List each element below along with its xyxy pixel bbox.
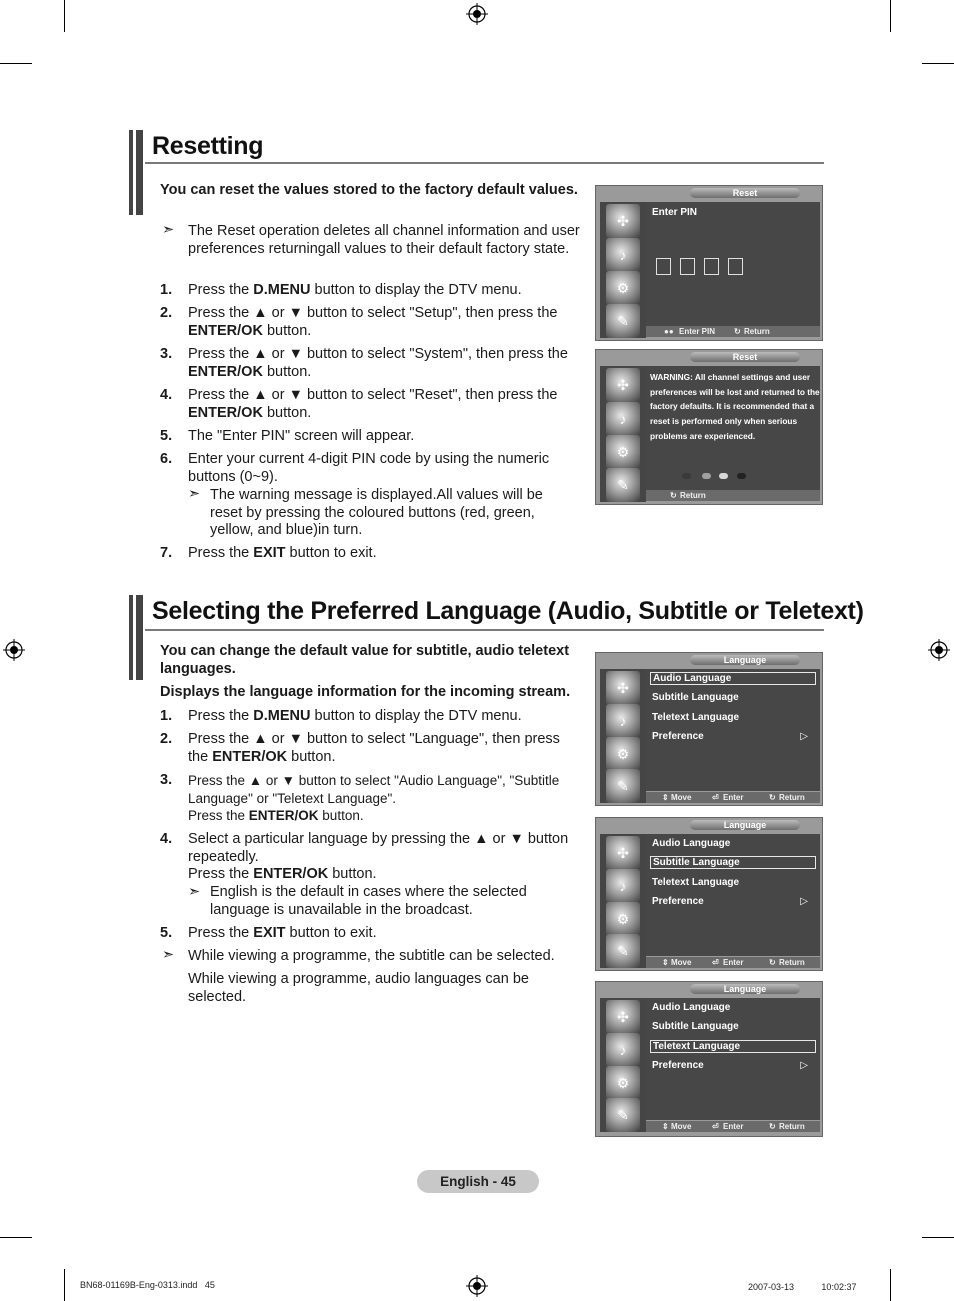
language-step-4-note: English is the default in cases where the selected language is unavailable in the broadcast. (210, 884, 527, 918)
return-icon: ↻ (769, 958, 776, 967)
footer-return: Return (744, 327, 770, 336)
channel-menu-icon: ⚙ (606, 271, 640, 305)
pin-digit-box[interactable] (728, 258, 743, 275)
menu-item-subtitle-language[interactable]: Subtitle Language (652, 1021, 739, 1032)
menu-content (646, 834, 820, 956)
step-number: 7. (160, 545, 173, 561)
channel-menu-icon: ⚙ (606, 435, 640, 469)
blue-button-indicator (737, 473, 746, 479)
arrow-right-icon: ▷ (800, 731, 808, 742)
reset-step-4: Press the ▲ or ▼ button to select "Reset", then press the ENTER/OK button. (188, 387, 558, 421)
section-title-resetting: Resetting (152, 132, 264, 160)
menu-sidebar (600, 366, 646, 502)
note-arrow-icon: ➣ (162, 947, 175, 963)
menu-item-audio-language[interactable]: Audio Language (652, 838, 731, 849)
picture-menu-icon: ✣ (606, 1000, 640, 1034)
screen-title: Language (690, 820, 800, 830)
channel-menu-icon: ⚙ (606, 1066, 640, 1100)
section-title-language: Selecting the Preferred Language (Audio, Subtitle or Teletext) (152, 597, 864, 625)
section-marker-bar (129, 130, 133, 215)
return-icon: ↻ (769, 1122, 776, 1131)
note-arrow-icon: ➣ (188, 884, 201, 900)
green-button-indicator (702, 473, 711, 479)
print-timestamp: 2007-03-13 ㅤㅤ 10:02:37 (748, 1282, 857, 1292)
pin-digit-box[interactable] (704, 258, 719, 275)
return-icon: ↻ (734, 327, 741, 336)
step-number: 3. (160, 346, 173, 362)
step-number: 6. (160, 451, 173, 467)
pin-digit-box[interactable] (680, 258, 695, 275)
screen-title: Language (690, 655, 800, 665)
screen-title: Language (690, 984, 800, 994)
crop-mark (890, 0, 891, 32)
section-marker-bar (136, 130, 143, 215)
tv-screen-language-teletext (595, 981, 823, 1137)
arrow-right-icon: ▷ (800, 1060, 808, 1071)
language-step-1: Press the D.MENU button to display the DTV menu. (188, 708, 522, 724)
step-number: 4. (160, 387, 173, 403)
reset-step-6: Enter your current 4-digit PIN code by using the numeric buttons (0~9). (188, 451, 550, 485)
red-button-indicator (682, 473, 691, 479)
reset-step-2: Press the ▲ or ▼ button to select "Setup", then press the ENTER/OK button. (188, 305, 558, 339)
move-icon: ⇕ (662, 793, 669, 802)
step-number: 2. (160, 305, 173, 321)
footer-return: Return (779, 958, 805, 967)
crop-mark (890, 1269, 891, 1301)
note-arrow-icon: ➣ (188, 486, 201, 502)
step-number: 5. (160, 428, 173, 444)
tv-screen-language-subtitle (595, 817, 823, 971)
crop-mark (0, 63, 32, 64)
footer-move: Move (671, 793, 692, 802)
step-number: 2. (160, 731, 173, 747)
screen-title: Reset (690, 352, 800, 362)
page-number-label: English - 45 (417, 1170, 539, 1193)
language-step-2: Press the ▲ or ▼ button to select "Language", then press the ENTER/OK button. (188, 731, 560, 765)
reset-sub-note: The warning message is displayed.All values will be reset by pressing the coloured buttons (red, green, yellow, and blue)in turn. (210, 487, 543, 538)
section-marker-bar (129, 595, 133, 680)
menu-item-teletext-language[interactable]: Teletext Language (652, 877, 740, 888)
screen-footer (646, 1121, 820, 1132)
registration-mark-icon (3, 639, 25, 661)
picture-menu-icon: ✣ (606, 836, 640, 870)
crop-mark (0, 1237, 32, 1238)
footer-move: Move (671, 958, 692, 967)
menu-item-subtitle-language[interactable]: Subtitle Language (652, 692, 739, 703)
menu-content (646, 998, 820, 1120)
language-step-3: Press the ▲ or ▼ button to select "Audio Language", "Subtitle Language" or "Teletext Language". Press the ENTER/OK button. (188, 773, 560, 823)
yellow-button-indicator (719, 473, 728, 479)
step-number: 4. (160, 831, 173, 847)
crop-mark (64, 0, 65, 32)
section-marker-bar (136, 595, 143, 680)
warning-message: WARNING: All channel settings and user preferences will be lost and returned to the factory defaults. It is recommended that a reset is performed only when serious problems are experienced. (650, 372, 820, 441)
print-file-info: BN68-01169B-Eng-0313.indd 45 (80, 1280, 215, 1290)
setup-menu-icon: ✎ (606, 468, 640, 502)
registration-mark-icon (466, 3, 488, 25)
language-step-5: Press the EXIT button to exit. (188, 925, 377, 941)
return-icon: ↻ (769, 793, 776, 802)
footer-enter: Enter (723, 1122, 744, 1131)
language-intro-1: You can change the default value for subtitle, audio teletext languages. (160, 643, 570, 677)
footer-return: Return (779, 793, 805, 802)
step-number: 1. (160, 708, 173, 724)
menu-item-subtitle-language[interactable]: Subtitle Language (650, 856, 816, 869)
footer-return: Return (779, 1122, 805, 1131)
setup-menu-icon: ✎ (606, 769, 640, 803)
reset-intro: You can reset the values stored to the factory default values. (160, 182, 578, 198)
menu-sidebar (600, 834, 646, 968)
registration-mark-icon (928, 639, 950, 661)
menu-content (646, 366, 820, 490)
footer-move: Move (671, 1122, 692, 1131)
reset-step-5: The "Enter PIN" screen will appear. (188, 428, 415, 444)
sound-menu-icon: ♪ (606, 704, 640, 738)
menu-content (646, 202, 820, 326)
menu-item-preference[interactable]: Preference ▷ (652, 731, 808, 742)
sound-menu-icon: ♪ (606, 238, 640, 272)
channel-menu-icon: ⚙ (606, 902, 640, 936)
menu-item-audio-language[interactable]: Audio Language (652, 1002, 731, 1013)
enter-icon: ⏎ (712, 1122, 719, 1131)
screen-footer (646, 792, 820, 803)
tv-screen-reset-warning (595, 349, 823, 505)
channel-menu-icon: ⚙ (606, 737, 640, 771)
setup-menu-icon: ✎ (606, 304, 640, 338)
picture-menu-icon: ✣ (606, 204, 640, 238)
sound-menu-icon: ♪ (606, 1033, 640, 1067)
footer-enter: Enter (723, 958, 744, 967)
setup-menu-icon: ✎ (606, 1098, 640, 1132)
pin-digit-box[interactable] (656, 258, 671, 275)
footer-enter: Enter (723, 793, 744, 802)
menu-sidebar (600, 998, 646, 1132)
return-icon: ↻ (670, 491, 677, 500)
step-number: 3. (160, 772, 173, 788)
enter-pin-label: Enter PIN (652, 207, 698, 218)
sound-menu-icon: ♪ (606, 869, 640, 903)
language-note-2: While viewing a programme, audio languages can be selected. (188, 971, 529, 1005)
step-number: 5. (160, 925, 173, 941)
picture-menu-icon: ✣ (606, 671, 640, 705)
section-rule (145, 629, 824, 631)
setup-menu-icon: ✎ (606, 934, 640, 968)
reset-step-3: Press the ▲ or ▼ button to select "System", then press the ENTER/OK button. (188, 346, 568, 380)
enter-icon: ⏎ (712, 958, 719, 967)
registration-mark-icon (466, 1275, 488, 1297)
crop-mark (922, 63, 954, 64)
language-note-1: While viewing a programme, the subtitle can be selected. (188, 948, 555, 964)
screen-footer (646, 326, 820, 337)
reset-step-7: Press the EXIT button to exit. (188, 545, 377, 561)
language-intro-2: Displays the language information for the incoming stream. (160, 684, 571, 700)
screen-title: Reset (690, 188, 800, 198)
move-icon: ⇕ (662, 1122, 669, 1131)
reset-note: The Reset operation deletes all channel information and user preferences returningall values to their default factory state. (188, 223, 580, 257)
menu-sidebar (600, 669, 646, 803)
menu-item-audio-language[interactable]: Audio Language (650, 672, 816, 685)
screen-footer (646, 957, 820, 968)
enter-icon: ⏎ (712, 793, 719, 802)
step-number: 1. (160, 282, 173, 298)
tv-screen-enter-pin (595, 185, 823, 341)
screen-footer (646, 490, 820, 501)
footer-enter-pin: Enter PIN (679, 327, 716, 336)
menu-item-preference[interactable]: Preference ▷ (652, 1060, 808, 1071)
section-rule (145, 162, 824, 164)
number-keys-icon: ●● (664, 327, 674, 336)
note-arrow-icon: ➣ (162, 222, 175, 238)
menu-item-teletext-language[interactable]: Teletext Language (650, 1040, 816, 1053)
move-icon: ⇕ (662, 958, 669, 967)
tv-screen-language-audio (595, 652, 823, 806)
picture-menu-icon: ✣ (606, 368, 640, 402)
reset-step-1: Press the D.MENU button to display the DTV menu. (188, 282, 522, 298)
menu-item-preference[interactable]: Preference ▷ (652, 896, 808, 907)
crop-mark (922, 1237, 954, 1238)
arrow-right-icon: ▷ (800, 896, 808, 907)
crop-mark (64, 1269, 65, 1301)
footer-return: Return (680, 491, 706, 500)
menu-sidebar (600, 202, 646, 338)
sound-menu-icon: ♪ (606, 402, 640, 436)
menu-content (646, 669, 820, 791)
language-step-4: Select a particular language by pressing the ▲ or ▼ button repeatedly. Press the ENTER/OK button. (188, 831, 569, 882)
menu-item-teletext-language[interactable]: Teletext Language (652, 712, 740, 723)
